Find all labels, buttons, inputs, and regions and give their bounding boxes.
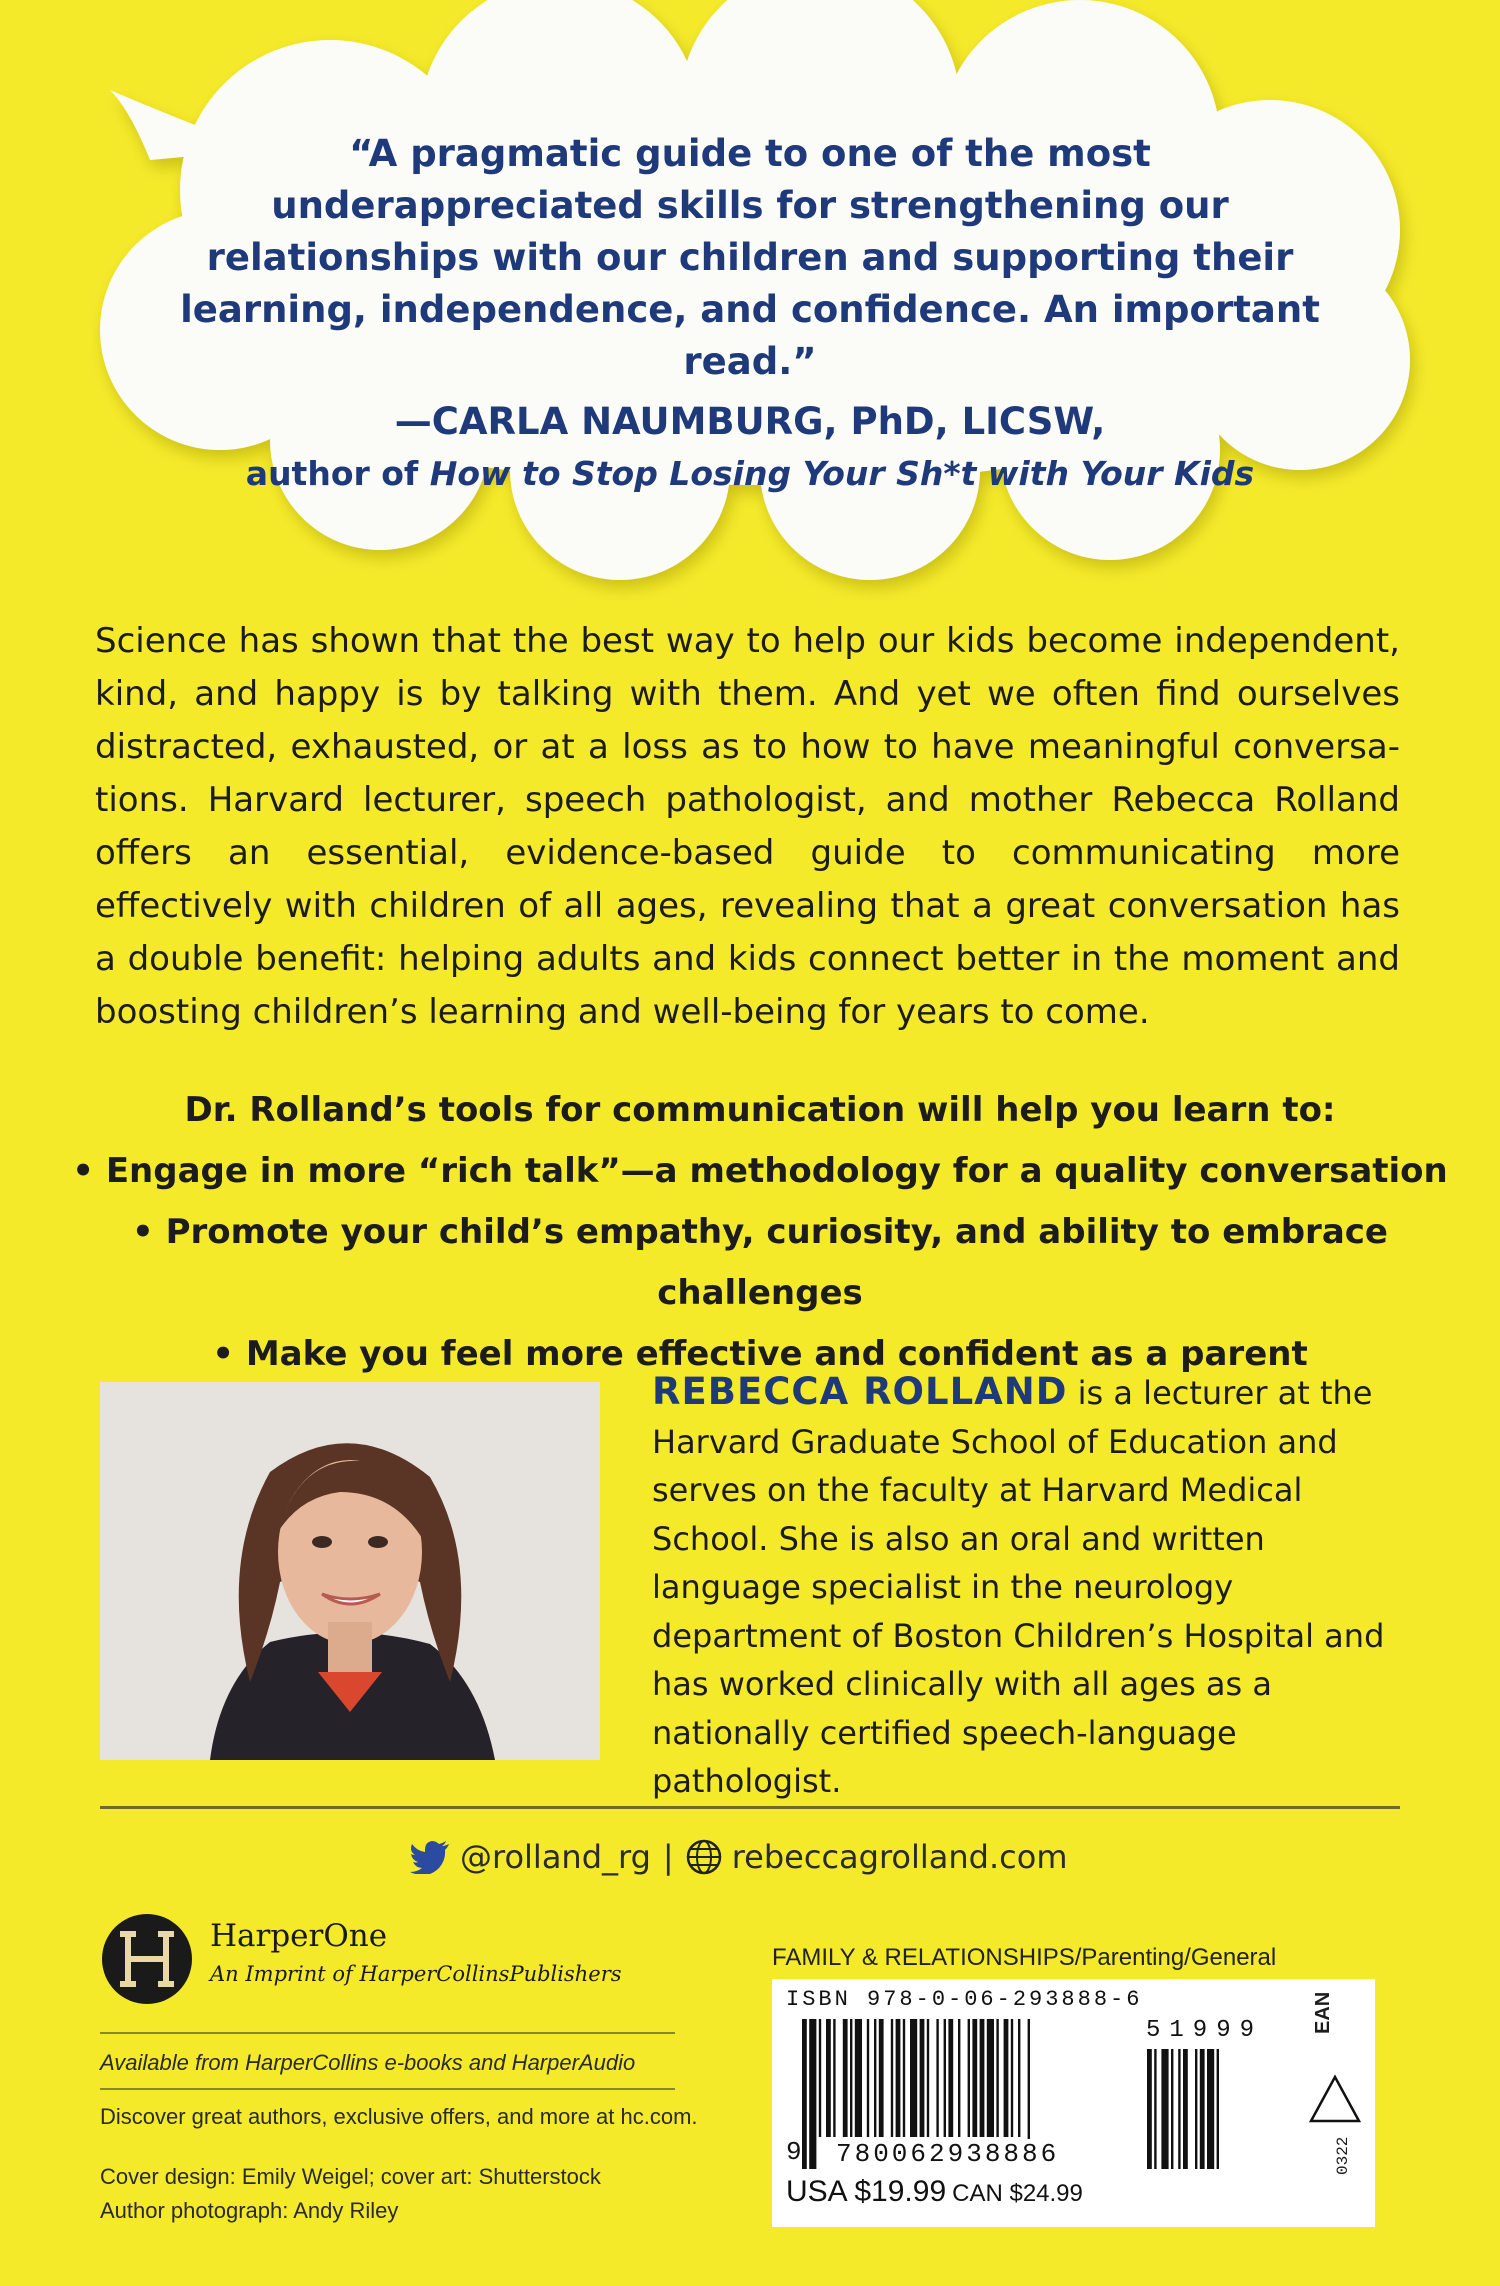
barcode-bar	[944, 2019, 946, 2137]
book-category: FAMILY & RELATIONSHIPS/Parenting/General	[772, 1944, 1277, 1971]
barcode-bar	[819, 2019, 821, 2137]
barcode-addon-bar	[1147, 2049, 1152, 2169]
divider	[100, 2032, 675, 2034]
quote-source	[110, 450, 1390, 498]
barcode-bar	[948, 2019, 953, 2137]
cover-credit: Cover design: Emily Weigel; cover art: Shutterstock	[100, 2164, 601, 2189]
divider	[100, 2088, 675, 2090]
tools-item: • Promote your child’s empathy, curiosity, and ability to embrace challenges	[60, 1202, 1460, 1324]
barcode-addon-bar	[1161, 2049, 1168, 2169]
barcode-bar	[802, 2019, 807, 2169]
barcode-bar	[910, 2019, 917, 2137]
barcode-bar	[874, 2019, 876, 2137]
barcode-leading-digit: 9	[786, 2137, 802, 2167]
barcode-addon-bar	[1207, 2049, 1214, 2169]
publisher-imprint: An Imprint of HarperCollinsPublishers	[210, 1962, 622, 1986]
barcode-bar	[1011, 2019, 1013, 2137]
publisher-name: HarperOne	[210, 1918, 388, 1954]
barcode-addon-bar	[1178, 2049, 1180, 2169]
website-link[interactable]: rebeccagrolland.com	[731, 1838, 1068, 1876]
barcode-bar	[850, 2019, 852, 2137]
barcode-bar	[936, 2019, 938, 2137]
tools-list	[60, 1080, 1460, 1385]
barcode-bar	[980, 2019, 985, 2137]
tools-item: • Make you feel more effective and confident as a parent	[60, 1324, 1460, 1385]
barcode-bar	[968, 2019, 970, 2137]
author-photo	[100, 1382, 600, 1760]
barcode-bar	[958, 2019, 960, 2137]
barcode-addon-bar	[1200, 2049, 1205, 2169]
ean-label: EAN	[1312, 1991, 1334, 2034]
twitter-handle[interactable]: @rolland_rg	[460, 1838, 651, 1876]
barcode-bar	[927, 2019, 929, 2137]
barcode-box	[772, 1979, 1375, 2227]
barcode-addon-bar	[1154, 2049, 1156, 2169]
barcode-bar	[987, 2019, 994, 2137]
book-description: Science has shown that the best way to help our kids become independent, kind, and happy is by talking with them. And yet we often find ourselves distracted, exhausted, or at a loss as to how to have meaningful conversa-tions. Harvard lecturer, speech pathologist, and mother Rebecca Rolland offers an essential, evidence-based guide to communicating more effectively with children of all ages, revealing that a great conversation has a double benefit: helping adults and kids connect better in the moment and boosting children’s learning and well-being for years to come.	[95, 621, 1400, 1032]
section-divider	[100, 1806, 1400, 1809]
author-bio-text: is a lecturer at the Harvard Graduate School of Education and serves on the faculty at Harvard Medical School. She is also an oral and written language specialist in the neurology department of Boston Children’s Hospital and has worked clinically with all ages as a nationally certified speech-language pathologist.	[652, 1374, 1385, 1800]
quote-source-title: How to Stop Losing Your Sh*t with Your Kids	[429, 454, 1255, 493]
price-can: CAN $24.99	[952, 2180, 1083, 2207]
globe-icon	[686, 1839, 722, 1875]
price-usa: USA $19.99	[786, 2175, 947, 2208]
barcode-bar	[833, 2019, 835, 2137]
discover-text: Discover great authors, exclusive offers, and more at hc.com.	[100, 2104, 698, 2129]
addon-digits: 51999	[1146, 2017, 1264, 2044]
publisher-block	[100, 1918, 660, 2008]
barcode-addon-bar	[1183, 2049, 1188, 2169]
barcode-bar	[1018, 2019, 1020, 2137]
barcode-bar	[903, 2019, 905, 2137]
availability-text: Available from HarperCollins e-books and HarperAudio	[100, 2050, 636, 2075]
barcode-addon-bar	[1171, 2049, 1173, 2169]
author-bio	[652, 1368, 1392, 1806]
barcode-bar	[920, 2019, 925, 2137]
barcode-bar	[809, 2019, 816, 2169]
barcode-bar	[1004, 2019, 1009, 2137]
barcode-bar	[891, 2019, 893, 2137]
author-name: REBECCA ROLLAND	[652, 1370, 1068, 1413]
social-separator: |	[662, 1838, 674, 1876]
quote-text: “A pragmatic guide to one of the most underappreciated skills for strengthening our relationships with our children and supporting their learning, independence, and confidence. An important read.”	[180, 132, 1320, 383]
twitter-bird-icon	[410, 1840, 450, 1874]
tools-intro: Dr. Rolland’s tools for communication will help you learn to:	[184, 1090, 1336, 1130]
barcode-bar	[826, 2019, 831, 2137]
barcode-bar	[855, 2019, 862, 2137]
barcode-bar	[896, 2019, 901, 2137]
price-line	[786, 2175, 1083, 2209]
side-code: 0322	[1334, 2136, 1352, 2175]
barcode-bar	[996, 2019, 998, 2137]
harperone-logo	[100, 1912, 195, 2007]
isbn-text: ISBN 978-0-06-293888-6	[786, 1987, 1143, 2012]
barcode-addon-bar	[1195, 2049, 1197, 2169]
photo-credit: Author photograph: Andy Riley	[100, 2198, 399, 2223]
barcode-bar	[879, 2019, 884, 2137]
quote-source-prefix: author of	[245, 454, 430, 493]
tools-item: • Engage in more “rich talk”—a methodology for a quality conversation	[60, 1141, 1460, 1202]
barcode-digits: 780062938886	[832, 2139, 1063, 2169]
barcode-bar	[867, 2019, 869, 2137]
social-links	[410, 1832, 1110, 1882]
triangle-icon	[1307, 2073, 1363, 2125]
barcode-addon-bar	[1217, 2049, 1219, 2169]
quote-author: —CARLA NAUMBURG, PhD, LICSW,	[394, 400, 1106, 443]
barcode-bar	[972, 2019, 977, 2137]
quote-block	[110, 128, 1390, 498]
barcode-bar	[843, 2019, 848, 2137]
